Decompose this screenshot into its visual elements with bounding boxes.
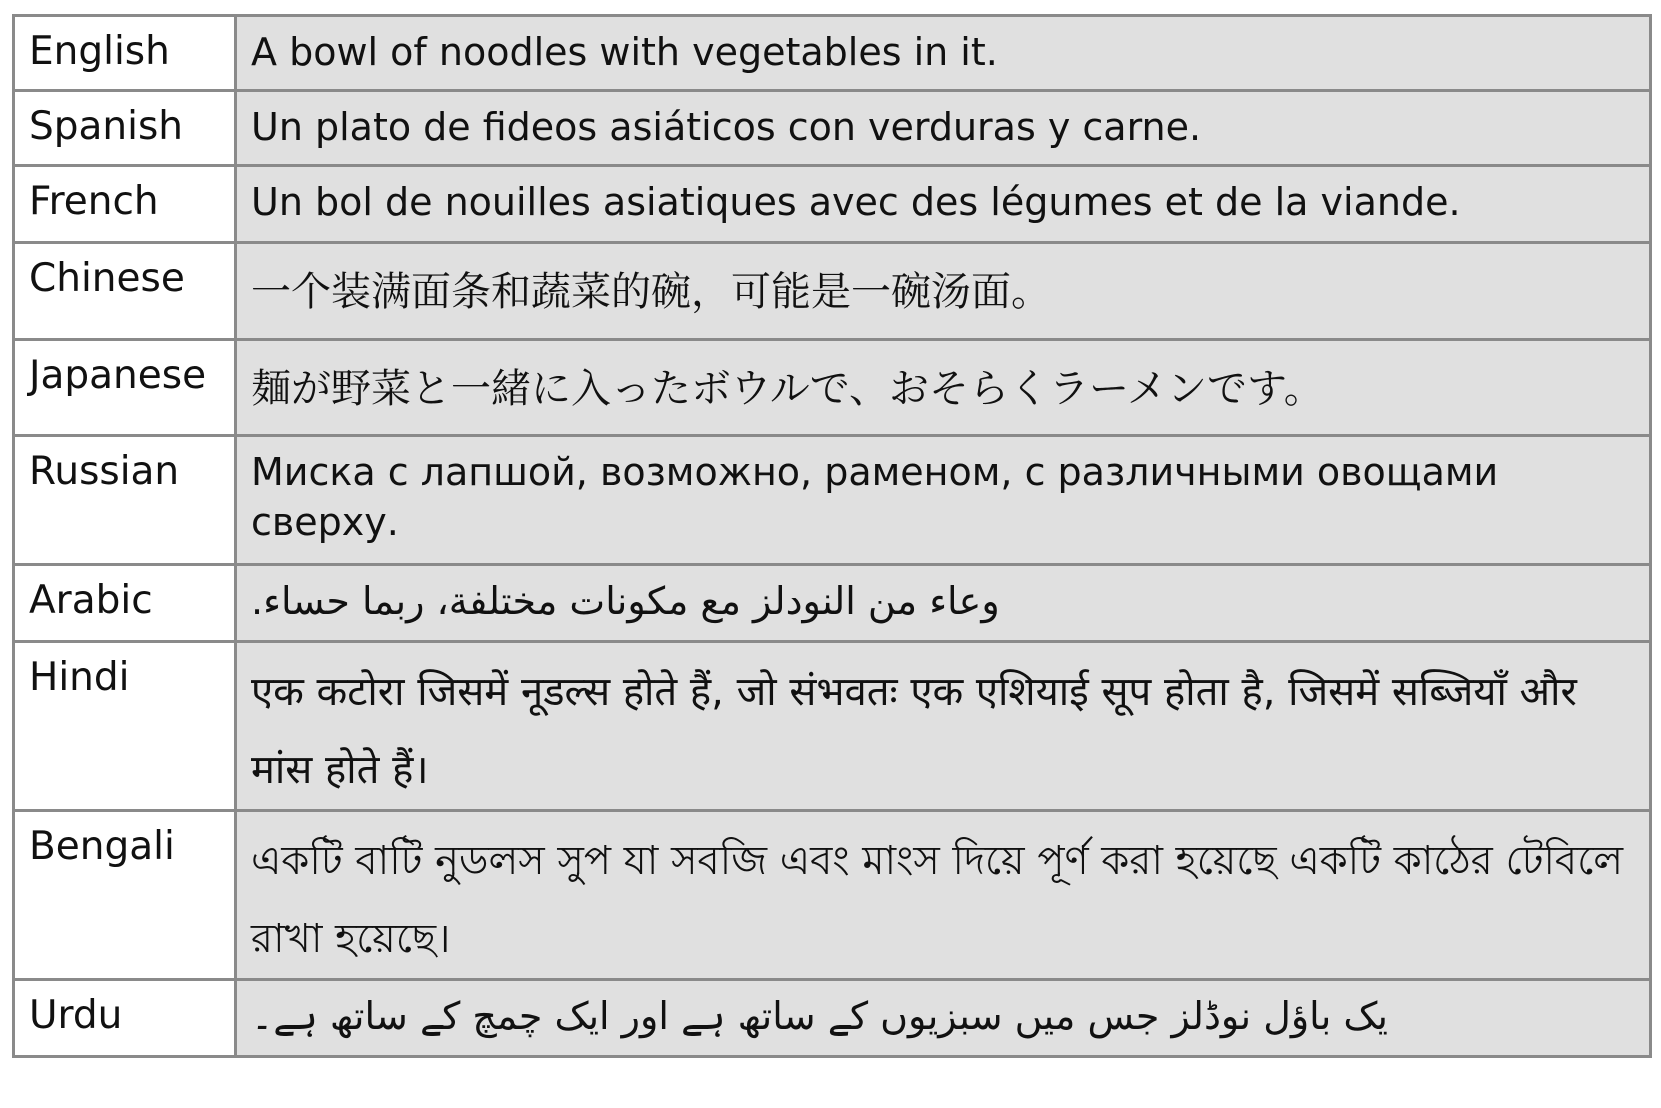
caption-cell [236, 16, 1651, 91]
caption-text: Миска с лапшой, возможно, раменом, с различными овощами сверху. [251, 450, 1499, 544]
language-cell [14, 436, 236, 565]
caption-text: Un plato de fideos asiáticos con verduras y carne. [251, 105, 1202, 149]
table-row [14, 91, 1651, 166]
caption-text-container [237, 566, 1649, 626]
language-label: Arabic [29, 578, 153, 623]
table-row [14, 16, 1651, 91]
caption-text: एक कटोरा जिसमें नूडल्स होते हैं, जो संभवतः एक एशियाई सूप होता है, जिसमें सब्जियाँ और मांस होते हैं। [251, 669, 1577, 793]
language-cell [14, 811, 236, 980]
caption-cell [236, 340, 1651, 436]
caption-cell [236, 166, 1651, 243]
language-label: Urdu [29, 993, 123, 1038]
language-label: English [29, 29, 170, 74]
caption-cell [236, 980, 1651, 1057]
language-cell [14, 565, 236, 642]
language-cell [14, 16, 236, 91]
language-cell [14, 642, 236, 811]
language-label: Russian [29, 449, 180, 494]
table-row [14, 166, 1651, 243]
table-row [14, 340, 1651, 436]
translation-table-container [12, 14, 1652, 1058]
caption-text: Un bol de nouilles asiatiques avec des légumes et de la viande. [251, 180, 1461, 224]
language-label: Hindi [29, 655, 130, 700]
table-row [14, 436, 1651, 565]
caption-text: 一个装满面条和蔬菜的碗，可能是一碗汤面。 [251, 269, 1051, 315]
caption-cell [236, 91, 1651, 166]
language-label: Bengali [29, 824, 175, 869]
caption-cell [236, 565, 1651, 642]
language-cell [14, 166, 236, 243]
caption-text: A bowl of noodles with vegetables in it. [251, 30, 998, 74]
table-row [14, 565, 1651, 642]
language-label: Spanish [29, 104, 184, 149]
table-row [14, 980, 1651, 1057]
caption-text: یک باؤل نوڈلز جس میں سبزیوں کے ساتھ ہے اور ایک چمچ کے ساتھ ہے۔ [251, 994, 1388, 1038]
language-cell [14, 243, 236, 340]
language-label: Japanese [29, 353, 207, 398]
caption-cell [236, 436, 1651, 565]
language-cell [14, 340, 236, 436]
translation-table [12, 14, 1652, 1058]
language-cell [14, 91, 236, 166]
caption-text-container [237, 981, 1649, 1041]
table-row [14, 642, 1651, 811]
language-cell [14, 980, 236, 1057]
caption-cell [236, 243, 1651, 340]
language-label: Chinese [29, 256, 185, 301]
caption-cell [236, 811, 1651, 980]
caption-cell [236, 642, 1651, 811]
language-label: French [29, 179, 159, 224]
table-row [14, 243, 1651, 340]
table-row [14, 811, 1651, 980]
caption-text: 麺が野菜と一緒に入ったボウルで、おそらくラーメンです。 [251, 366, 1324, 412]
caption-text: একটি বাটি নুডলস সুপ যা সবজি এবং মাংস দিয়ে পূর্ণ করা হয়েছে একটি কাঠের টেবিলে রাখা হয়েছে। [251, 838, 1624, 962]
caption-text: وعاء من النودلز مع مكونات مختلفة، ربما حساء. [251, 579, 1000, 623]
